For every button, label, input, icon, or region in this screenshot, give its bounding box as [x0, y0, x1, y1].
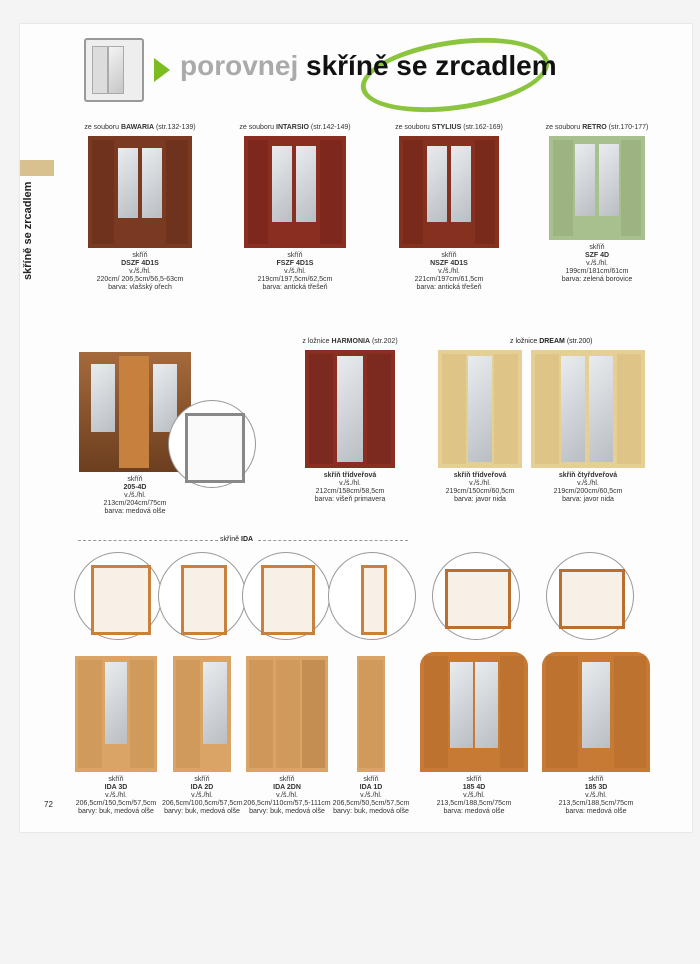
- dims-label: v./š./hl.: [191, 792, 213, 799]
- wardrobe-image: [438, 350, 522, 468]
- interior-circle: [432, 552, 520, 640]
- product-185-4d: [416, 648, 532, 816]
- dims-label: v./š./hl.: [360, 792, 382, 799]
- product-model: IDA 2DN: [273, 784, 301, 791]
- product-color: barvy: buk, medová olše: [333, 808, 409, 815]
- product-type: skříň: [363, 776, 379, 783]
- section-divider: [78, 540, 218, 541]
- product-color: barva: antická třešeň: [416, 284, 482, 291]
- door-icon: [92, 46, 108, 94]
- product-type: skříň: [588, 776, 604, 783]
- wardrobe-image: [246, 656, 328, 772]
- product-model: 185 3D: [584, 784, 608, 791]
- wardrobe-image: [399, 136, 499, 248]
- interior-detail-circle: [168, 400, 256, 488]
- product-color: barvy: buk, medová olše: [164, 808, 240, 815]
- product-color: barva: vlašský ořech: [108, 284, 172, 291]
- product-color: barva: medová olše: [104, 508, 166, 515]
- page-header: [84, 38, 692, 108]
- product-dims: 212cm/158cm/58,5cm: [315, 488, 385, 495]
- interior-circle: [546, 552, 634, 640]
- mirror-icon: [108, 46, 124, 94]
- dims-label: v./š./hl.: [105, 792, 127, 799]
- product-color: barva: javor nida: [562, 496, 614, 503]
- dream-heading: z ložnice DREAM (str.200): [510, 338, 593, 345]
- product-color: barva: zelená borovice: [561, 276, 633, 283]
- product-model: 185 4D: [462, 784, 486, 791]
- product-color: barva: medová olše: [565, 808, 627, 815]
- dims-label: v./š./hl.: [463, 792, 485, 799]
- product-model: IDA 1D: [359, 784, 383, 791]
- product-dims: 221cm/197cm/61,5cm: [414, 276, 484, 283]
- product-dims: 199cm/181cm/61cm: [565, 268, 629, 275]
- dims-label: v./š./hl.: [585, 792, 607, 799]
- ida-heading: skříně IDA: [220, 536, 254, 543]
- product-type: skříň: [466, 776, 482, 783]
- wardrobe-image: [88, 136, 192, 248]
- product-dims: 220cm/ 206,5cm/56,5-63cm: [96, 276, 184, 283]
- product-color: barvy: buk, medová olše: [78, 808, 154, 815]
- product-type: skříň: [194, 776, 210, 783]
- product-model: FSZF 4D1S: [276, 260, 314, 267]
- product-type: skříň: [279, 776, 295, 783]
- page-number: 72: [44, 800, 53, 809]
- product-stylius: [390, 124, 508, 292]
- product-type: skříň: [287, 252, 303, 259]
- wardrobe-image: [244, 136, 346, 248]
- product-dims: 206,5cm/150,5cm/57,5cm: [75, 800, 157, 807]
- product-model: IDA 3D: [104, 784, 128, 791]
- dims-label: v./š./hl.: [577, 480, 599, 487]
- product-185-3d: [538, 648, 654, 816]
- product-color: barva: medová olše: [443, 808, 505, 815]
- product-source: z ložnice HARMONIA (str.202): [302, 338, 398, 345]
- product-model: DSZF 4D1S: [121, 260, 159, 267]
- wardrobe-image: [305, 350, 395, 468]
- dims-label: v./š./hl.: [276, 792, 298, 799]
- product-harmonia: [290, 338, 410, 504]
- product-type: skříň: [127, 476, 143, 483]
- product-retro: [538, 124, 656, 284]
- product-model: NSZF 4D1S: [430, 260, 468, 267]
- product-model: skříň třídveřová: [323, 472, 377, 479]
- sidebar: [20, 160, 54, 290]
- product-model: 205-4D: [123, 484, 147, 491]
- section-divider: [258, 540, 408, 541]
- product-source: ze souboru INTARSIO (str.142-149): [239, 124, 351, 131]
- interior-circle: [74, 552, 162, 640]
- dims-label: v./š./hl.: [438, 268, 460, 275]
- product-color: barvy: buk, medová olše: [249, 808, 325, 815]
- product-model: SZF 4D: [584, 252, 610, 259]
- product-dims: 213,5cm/188,5cm/75cm: [436, 800, 512, 807]
- product-model: IDA 2D: [190, 784, 214, 791]
- dims-label: v./š./hl.: [129, 268, 151, 275]
- product-type: skříň: [441, 252, 457, 259]
- product-model: skříň čtyřdveřová: [558, 472, 618, 479]
- interior-circle: [328, 552, 416, 640]
- product-source: ze souboru BAWARIA (str.132-139): [84, 124, 196, 131]
- product-dims: 213,5cm/188,5cm/75cm: [558, 800, 634, 807]
- product-ida-2dn: [242, 652, 332, 816]
- dims-label: v./š./hl.: [284, 268, 306, 275]
- wardrobe-image: [542, 652, 650, 772]
- product-ida-1d: [332, 652, 410, 816]
- dims-label: v./š./hl.: [469, 480, 491, 487]
- wardrobe-image: [549, 136, 645, 240]
- product-color: barva: višeň primavera: [314, 496, 386, 503]
- product-model: skříň třídveřová: [453, 472, 507, 479]
- interior-circle: [158, 552, 246, 640]
- wardrobe-image: [173, 656, 231, 772]
- title-part-a: porovnej: [180, 50, 307, 81]
- dims-label: v./š./hl.: [339, 480, 361, 487]
- product-intarsio: [236, 124, 354, 292]
- product-dream-3d: [432, 346, 528, 504]
- product-dims: 219cm/197,5cm/62,5cm: [257, 276, 333, 283]
- product-source: ze souboru STYLIUS (str.162-169): [395, 124, 503, 131]
- product-ida-2d: [162, 652, 242, 816]
- product-dims: 213cm/204cm/75cm: [103, 500, 167, 507]
- product-dream-4d: [528, 346, 648, 504]
- dims-label: v./š./hl.: [124, 492, 146, 499]
- product-dims: 219cm/150cm/60,5cm: [445, 488, 515, 495]
- product-type: skříň: [589, 244, 605, 251]
- wardrobe-image: [75, 656, 157, 772]
- wardrobe-icon: [84, 38, 144, 102]
- product-ida-3d: [70, 652, 162, 816]
- interior-circle: [242, 552, 330, 640]
- product-type: skříň: [132, 252, 148, 259]
- product-dims: 206,5cm/100,5cm/57,5cm: [162, 800, 243, 807]
- product-type: skříň: [108, 776, 124, 783]
- title-part-b: skříně se zrcadlem: [306, 50, 557, 81]
- page-title: [180, 50, 557, 82]
- product-dims: 206,5cm/50,5cm/57,5cm: [332, 800, 410, 807]
- wardrobe-image: [531, 350, 645, 468]
- product-source: ze souboru RETRO (str.170-177): [545, 124, 649, 131]
- wardrobe-image: [357, 656, 385, 772]
- arrow-icon: [154, 58, 170, 82]
- product-bawaria: [82, 124, 198, 292]
- product-dims: 219cm/200cm/60,5cm: [553, 488, 623, 495]
- sidebar-color-bar: [20, 160, 54, 176]
- wardrobe-image: [420, 652, 528, 772]
- sidebar-label: skříně se zrcadlem: [22, 181, 34, 280]
- product-color: barva: antická třešeň: [262, 284, 328, 291]
- dims-label: v./š./hl.: [586, 260, 608, 267]
- product-dims: 206,5cm/110cm/57,5-111cm: [243, 800, 331, 807]
- product-color: barva: javor nida: [454, 496, 506, 503]
